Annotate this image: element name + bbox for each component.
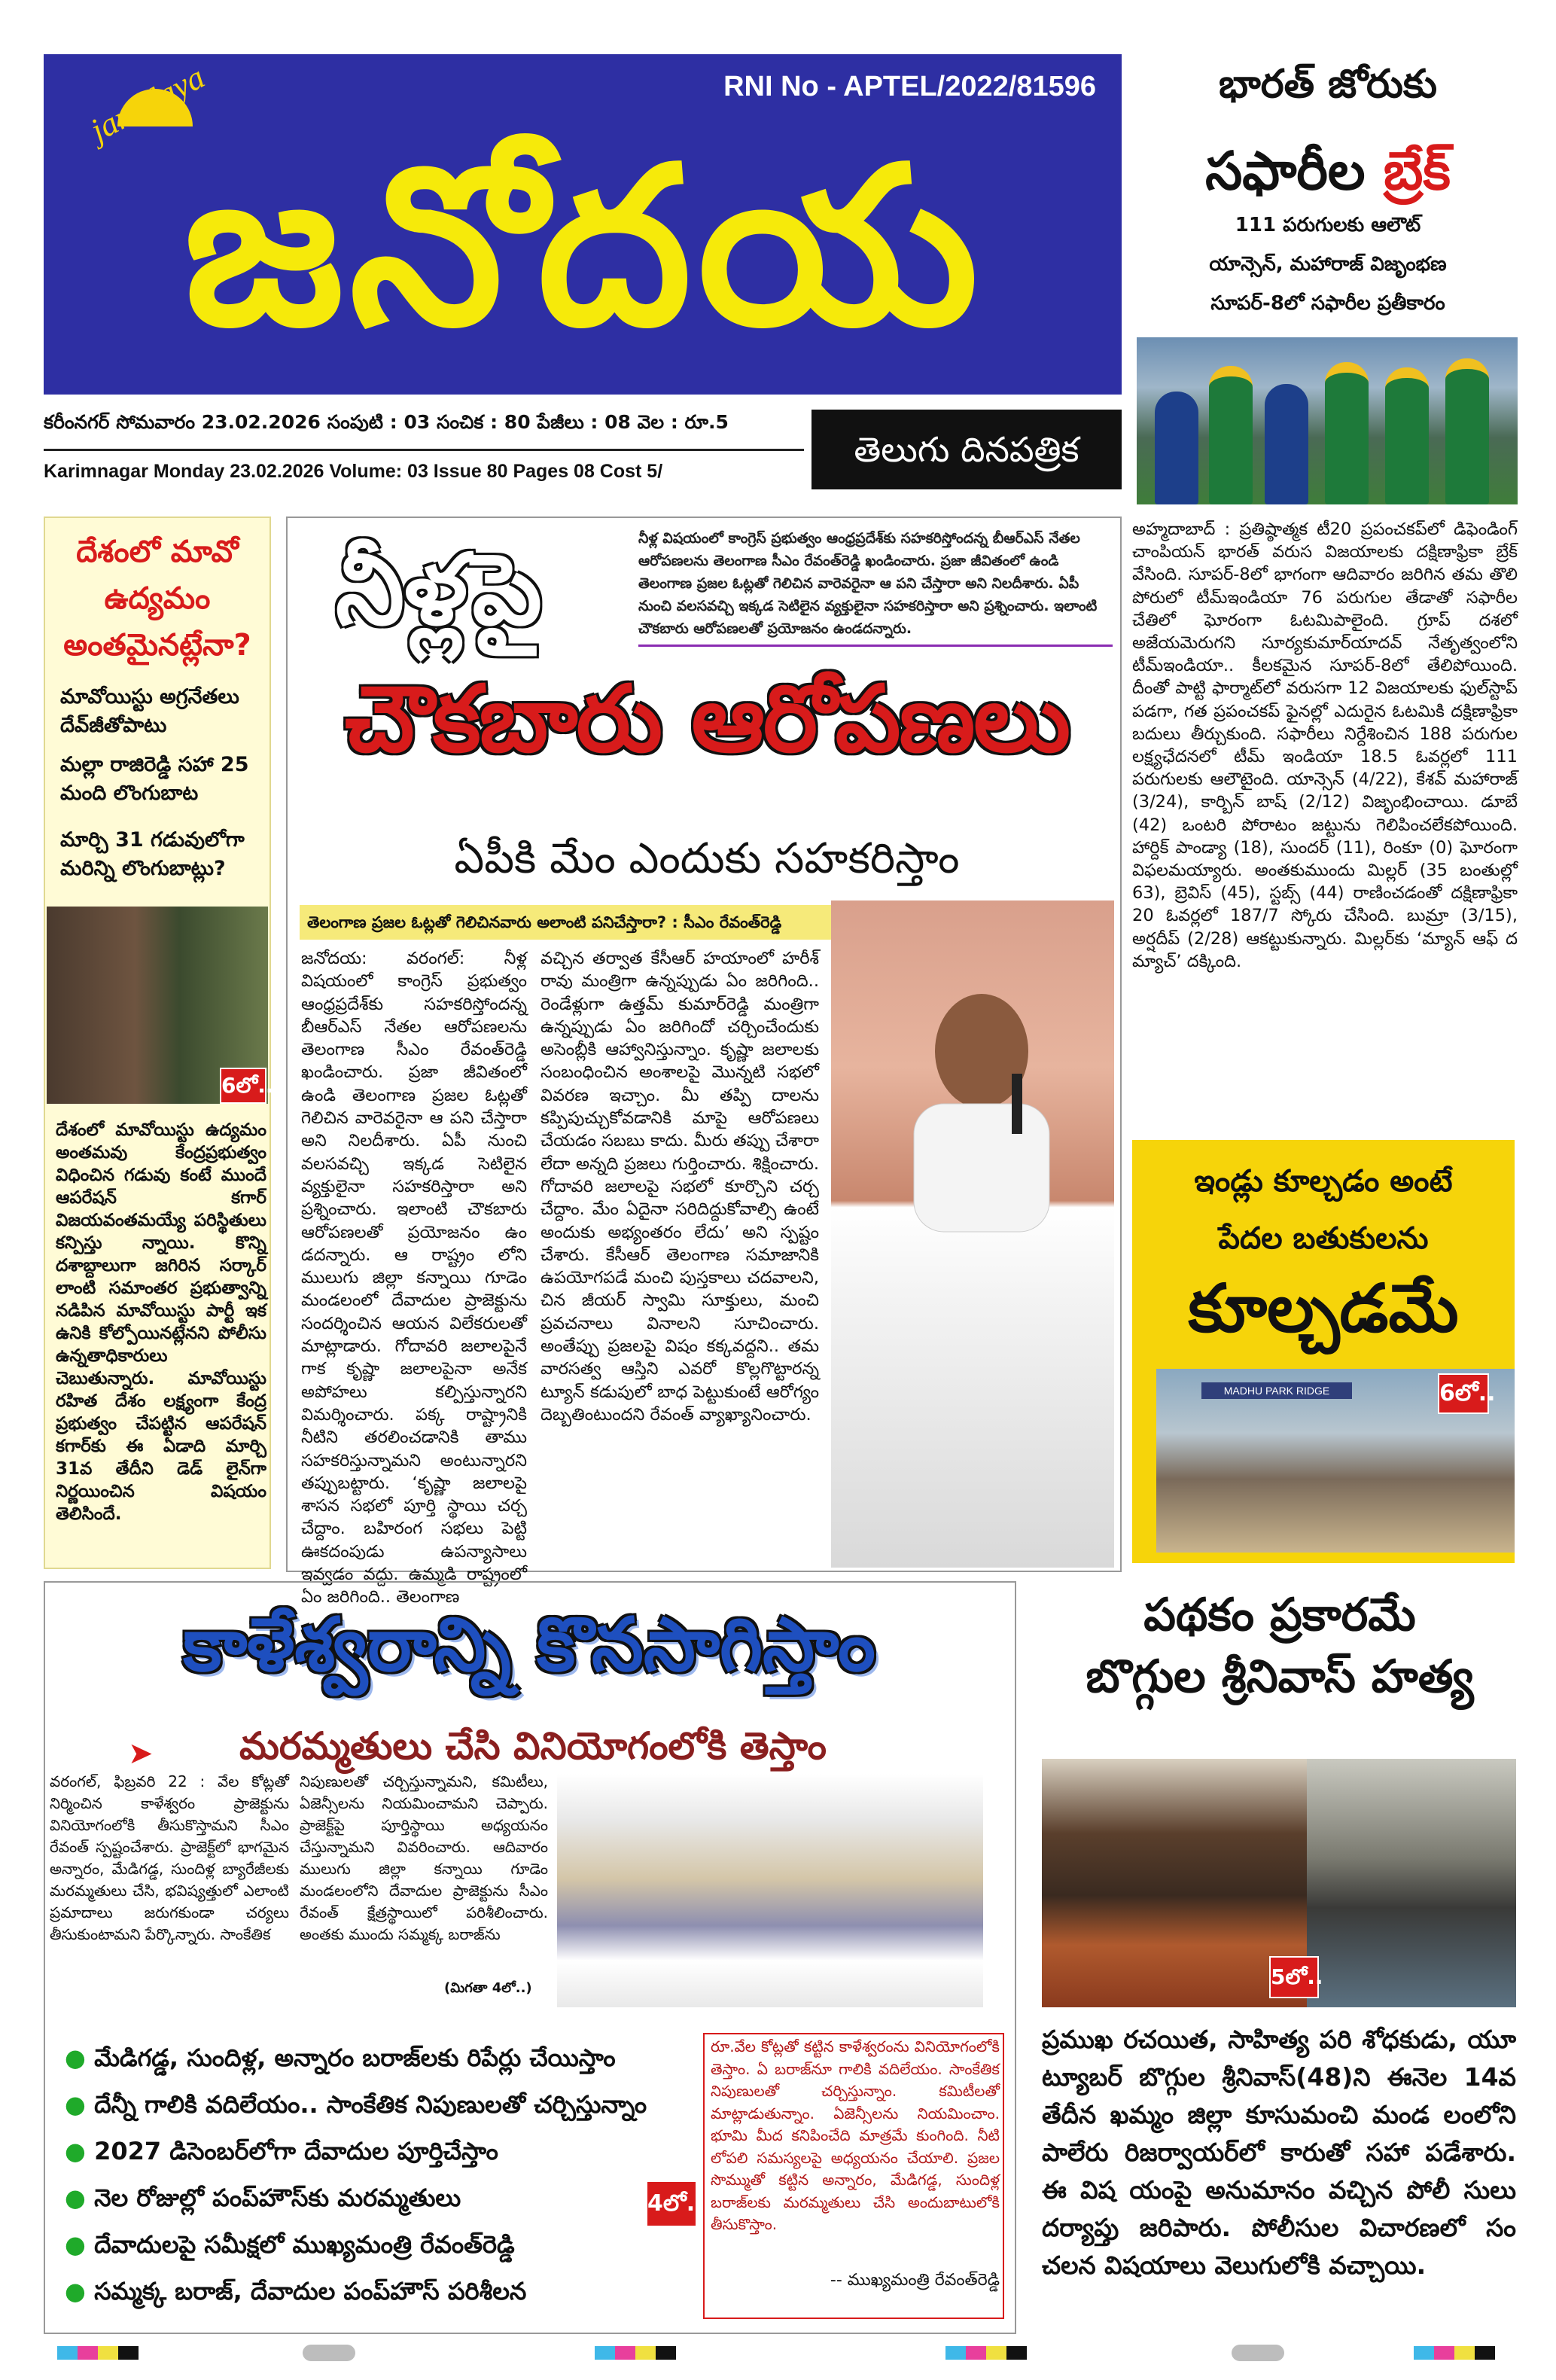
registration-color-bar <box>595 2346 676 2360</box>
kaleshwaram-continued: (మిగతా 4లో..) <box>444 1980 532 1996</box>
lead-column-1: జనోదయ: వరంగల్: నీళ్ల విషయంలో కాంగ్రెస్ ప్రభుత్వం ఆంధ్రప్రదేశ్‌కు సహకరిస్తోందన్న బీఆర్ఎస్ నేతల ఆరోపణలను తెలంగాణ సీఎం రేవంత్‌రెడ్డి ఖండించారు. ప్రజా జీవితంలో ఉండి తెలంగాణ ప్రజల ఓట్లతో గెలిచిన వారెవరైనా ఆ పని చేస్తారా అని నిలదీశారు. ఏపీ నుంచి వలసవచ్చి ఇక్కడ సెటిలైన వ్యక్తులైనా సహకరిస్తారా అని ప్రశ్నించారు. ఇలాంటి చౌకబారు ఆరోపణలతో ప్రయోజనం ఉం డదన్నారు. ఆ రాష్ట్రం లోని ములుగు జిల్లా కన్నాయి గూడెం మండలంలో దేవాదుల ప్రాజెక్టును సందర్శించిన ఆయన విలేకరులతో మాట్లాడారు. గోదావరి జలాలపైనే గాక కృష్ణా జలాలపైనా అనేక అపోహలు కల్పిస్తున్నారని విమర్శించారు. పక్క రాష్ట్రానికి నీటిని తరలించడానికి తాము సహకరిస్తున్నామని అంటున్నారని తప్పుబట్టారు. ‘కృష్ణా జలాలపై శాసన సభలో పూర్తి స్థాయి చర్చ చేద్దాం. బహిరంగ సభలు పెట్టి ఊకదంపుడు ఉపన్యాసాలు ఇవ్వడం వద్దు. ఉమ్మడి రాష్ట్రంలో ఏం జరిగింది.. తెలంగాణ <box>301 949 527 1607</box>
kaleshwaram-headline: కాళేశ్వరాన్ని కొనసాగిస్తాం <box>183 1602 875 1688</box>
murder-page-ref: 5లో.. <box>1269 1956 1319 1998</box>
kaleshwaram-point-text: నెల రోజుల్లో పంప్‌హౌస్‌కు మరమ్మతులు <box>94 2183 461 2212</box>
housing-headline: కూల్చడమే <box>1188 1269 1459 1347</box>
bullet-icon: ● <box>65 2090 95 2119</box>
registration-mark <box>1232 2345 1284 2361</box>
kaleshwaram-column-2: నిపుణులతో చర్చిస్తున్నామని, కమిటీలు, ఏజెన్సీలను నియమించామని చెప్పారు. ప్రాజెక్ట్‌పై పూర్తిస్థాయి అధ్యయనం చేస్తున్నామని వివరించారు. ఆదివారం ములుగు జిల్లా కన్నాయి గూడెం మండలంలోని దేవాదుల ప్రాజెక్టును సీఎం రేవంత్ క్షేత్రస్థాయిలో పరిశీలించారు. అంతకు ముందు సమ్మక్క బరాజ్‌ను <box>300 1772 548 1943</box>
maoist-item-1: మావోయిస్టు అగ్రనేతలు దేవ్‌జీతోపాటు <box>60 685 239 737</box>
bullet-icon: ● <box>65 2137 95 2165</box>
bullet-icon: ● <box>65 2183 95 2212</box>
cricket-headline-red: బ్రేక్ <box>1383 140 1451 202</box>
murder-headline-line-1: పథకం ప్రకారమే <box>1143 1589 1416 1641</box>
bullet-icon: ● <box>65 2043 95 2072</box>
lead-kicker: నీళ్లపై <box>336 532 542 647</box>
kaleshwaram-page-ref: 4లో.. <box>646 2180 697 2227</box>
kaleshwaram-point <box>65 2277 690 2311</box>
cricket-headline <box>1132 140 1524 215</box>
murder-headline <box>1039 1584 1521 1708</box>
kaleshwaram-point-text: దేవాదులపై సమీక్షలో ముఖ్యమంత్రి రేవంత్‌రెడ్డి <box>94 2230 515 2259</box>
tagline: తెలుగు దినపత్రిక <box>811 410 1122 489</box>
victim-portrait-photo <box>1042 1759 1307 2007</box>
cricket-subhead-2: యాన్సెన్, మహారాజ్ విజృంభణ <box>1209 253 1447 276</box>
player-figure <box>1155 392 1198 504</box>
housing-banner-text: MADHU PARK RIDGE <box>1201 1382 1352 1399</box>
murder-headline-line-2: బొగ్గుల శ్రీనివాస్ హత్య <box>1086 1650 1474 1703</box>
cricket-subhead-1: 111 పరుగులకు ఆలౌట్ <box>1235 214 1421 236</box>
lead-quote-strip: తెలంగాణ ప్రజల ఓట్లతో గెలిచినవారు అలాంటి పనిచేస్తారా? : సీఎం రేవంత్‌రెడ్డి <box>300 905 930 940</box>
cm-quote-author: -- ముఖ్యమంత్రి రేవంత్‌రెడ్డి <box>830 2271 1000 2290</box>
maoist-headline: దేశంలో మావో ఉద్యమం అంతమైనట్లేనా? <box>63 535 251 663</box>
maoist-item-2: మల్లా రాజిరెడ్డి సహా 25 మంది లొంగుబాట <box>60 753 249 805</box>
kaleshwaram-point <box>65 2137 690 2171</box>
player-figure <box>1385 367 1429 504</box>
lead-headline: చౌకబారు ఆరోపణలు <box>345 666 1069 773</box>
dateline-divider <box>44 449 804 451</box>
kaleshwaram-point <box>65 2230 690 2265</box>
rni-number: RNI No - APTEL/2022/81596 <box>723 71 1096 102</box>
lead-column-2: వచ్చిన తర్వాత కేసీఆర్ హయాంలో హరీశ్ రావు మంత్రిగా ఉన్నప్పుడు ఏం జరిగింది.. రెండేళ్లుగా ఉత్తమ్ కుమార్‌రెడ్డి మంత్రిగా ఉన్నప్పుడు ఏం జరిగిందో చర్చించేందుకు అసెంబ్లీకి ఆహ్వానిస్తున్నాం. కృష్ణా జలాలకు సంబంధించిన అంశాలపై మొన్నటి సభలో వివరణ ఇచ్చాం. మీ తప్పి దాలను కప్పిపుచ్చుకోవడానికి మాపై ఆరోపణలు చేయడం సబబు కాదు. మీరు తప్పు చేశారా లేదా అన్నది ప్రజలు గుర్తించారు. శిక్షించారు. గోదావరి జలాలపై సభలో కూర్చొని చర్చ చేద్దాం. మేం ఏదైనా సరిదిద్దుకోవాల్సి ఉంటే అందుకు అభ్యంతరం లేదు’ అని స్పష్టం చేశారు. కేసీఆర్ తెలంగాణ సమాజానికి ఉపయోగపడే మంచి పుస్తకాలు చదవాలని, చిన జీయర్ స్వామి సూక్తులు, మంచి ప్రవచనాలు వినాలని సూచించారు. అంతేప్పు ప్రజలపై విషం కక్కవద్దని.. తమ వారసత్వ ఆస్తిని ఎవరో కొల్లగొట్టారన్న ట్యూన్ కడుపులో బాధ పెట్టుకుంటే ఆరోగ్యం దెబ్బతింటుందని రేవంత్ వ్యాఖ్యానించారు. <box>540 949 819 1425</box>
cricket-kicker: భారత్ జోరుకు <box>1219 62 1437 107</box>
maoist-article-body: దేశంలో మావోయిస్టు ఉద్యమం అంతమవు కేంద్రప్రభుత్వం విధించిన గడువు కంటే ముందే ఆపరేషన్ కగార్ విజయవంతమయ్యే పరిస్థితులు కన్పిస్తు న్నాయి. కొన్ని దశాబ్దాలుగా జగిరిన సర్కార్ లాంటి సమాంతర ప్రభుత్వాన్ని నడిపిన మావోయిస్టు పార్టీ ఇక ఉనికి కోల్పోయినట్లేనని పోలీసు ఉన్నతాధికారులు చెబుతున్నారు. మావోయిస్టు రహిత దేశం లక్ష్యంగా కేంద్ర ప్రభుత్వం చేపట్టిన ఆపరేషన్ కగార్‌కు ఈ ఏడాది మార్చి 31వ తేదీని డెడ్ లైన్‌గా నిర్ణయించిన విషయం తెలిసిందే. <box>56 1120 266 1524</box>
kaleshwaram-point <box>65 2043 690 2078</box>
cm-quote-text: రూ.వేల కోట్లతో కట్టిన కాళేశ్వరంను వినియోగంలోకి తెస్తాం. ఏ బరాజ్‌నూ గాలికి వదిలేయం. సాంకేతిక నిపుణులతో చర్చిస్తున్నాం. కమిటీలతో మాట్లాడుతున్నాం. ఏజెన్సీలను నియమించాం. భూమి మీద కనిపించేది మాత్రమే కుంగింది. నీటి లోపలి సమస్యలపై అధ్యయనం చేయాలి. ప్రజల సొమ్ముతో కట్టిన అన్నారం, మేడిగడ్డ, సుందిళ్ల బరాజ్‌లకు మరమ్మతులు చేసి అందుబాటులోకి తీసుకొస్తాం. <box>711 2037 1000 2233</box>
kaleshwaram-column-1: వరంగల్, ఫిబ్రవరి 22 : వేల కోట్లతో నిర్మించిన కాళేశ్వరం ప్రాజెక్టును వినియోగంలోకి తీసుకొస్తామని సీఎం రేవంత్ స్పష్టంచేశారు. ప్రాజెక్ట్‌లో భాగమైన అన్నారం, మేడిగడ్డ, సుందిళ్ల బ్యారేజీలకు మరమ్మతులు చేసి, భవిష్యత్తులో ఎలాంటి ప్రమాదాలు జరుగకుండా చర్యలు తీసుకుంటామని పేర్కొన్నారు. సాంకేతిక <box>50 1772 289 1943</box>
kaleshwaram-point <box>65 2183 690 2218</box>
dateline-english: Karimnagar Monday 23.02.2026 Volume: 03 Issue 80 Pages 08 Cost 5/ <box>44 461 663 482</box>
player-figure <box>1265 384 1308 504</box>
maoist-page-ref: 6లో.. <box>220 1068 266 1104</box>
cm-speaking-photo <box>831 900 1114 1568</box>
registration-color-bar <box>1414 2346 1495 2360</box>
kaleshwaram-photo <box>557 1774 983 2007</box>
bullet-icon: ● <box>65 2277 95 2305</box>
cricket-photo <box>1137 337 1518 504</box>
housing-line-1: ఇండ్లు కూల్చడం అంటే <box>1194 1164 1453 1199</box>
housing-line-2: పేదల బతుకులను <box>1218 1221 1429 1256</box>
kaleshwaram-point-text: మేడిగడ్డ, సుందిళ్ల, అన్నారం బరాజ్‌లకు రిపేర్లు చేయిస్తాం <box>94 2043 616 2072</box>
bullet-icon: ● <box>65 2230 95 2259</box>
cricket-subhead-3: సూపర్-8లో సఫారీల ప్రతీకారం <box>1210 292 1445 315</box>
lead-intro: నీళ్ల విషయంలో కాంగ్రెస్ ప్రభుత్వం ఆంధ్రప్రదేశ్‌కు సహకరిస్తోందన్న బీఆర్ఎస్ నేతల ఆరోపణలను తెలంగాణ సీఎం రేవంత్‌రెడ్డి ఖండించారు. ప్రజా జీవితంలో ఉండి తెలంగాణ ప్రజల ఓట్లతో గెలిచిన వారెవరైనా ఆ పని చేస్తారా అని నిలదీశారు. ఏపీ నుంచి వలసవచ్చి ఇక్కడ సెటిలైన వ్యక్తులైనా సహకరిస్తారా అని ప్రశ్నించారు. ఇలాంటి చౌకబారు ఆరోపణలతో ప్రయోజనం ఉండదన్నారు. <box>638 527 1113 647</box>
player-figure <box>1445 358 1489 504</box>
kaleshwaram-point <box>65 2090 690 2125</box>
maoist-item-3: మార్చి 31 గడువులోగా మరిన్ని లొంగుబాట్లు? <box>60 828 245 880</box>
kaleshwaram-subheadline: మరమ్మతులు చేసి వినియోగంలోకి తెస్తాం <box>239 1724 827 1768</box>
lead-subheadline: ఏపీకి మేం ఎందుకు సహకరిస్తాం <box>454 834 960 883</box>
player-figure <box>1209 366 1253 504</box>
registration-color-bar <box>57 2346 139 2360</box>
kaleshwaram-point-text: దేన్నీ గాలికి వదిలేయం.. సాంకేతిక నిపుణులతో చర్చిస్తున్నాం <box>94 2090 647 2119</box>
dateline-telugu: కరీంనగర్ సోమవారం 23.02.2026 సంపుటి : 03 సంచిక : 80 పేజీలు : 08 వెల : రూ.5 <box>44 411 729 433</box>
murder-article-body: ప్రముఖ రచయిత, సాహిత్య పరి శోధకుడు, యూ ట్యూబర్ బొగ్గుల శ్రీనివాస్(48)ని ఈనెల 14వ తేదీన ఖమ్మం జిల్లా కూసుమంచి మండ లంలోని పాలేరు రిజర్వాయర్‌లో కారుతో సహా పడేశారు. ఈ విష యంపై అనుమానం వచ్చిన పోలీ సులు దర్యాప్తు జరిపారు. పోలీసుల విచారణలో సం చలన విషయాలు వెలుగులోకి వచ్చాయి. <box>1042 2025 1516 2280</box>
cricket-article-body: అహ్మదాబాద్ : ప్రతిష్ఠాత్మక టీ20 ప్రపంచకప్‌లో డిఫెండింగ్ చాంపియన్ భారత్ వరుస విజయాలకు దక్షిణాఫ్రికా బ్రేక్ వేసింది. సూపర్-8లో భాగంగా ఆదివారం జరిగిన తమ తొలి పోరులో టీమ్‌ఇండియా 76 పరుగుల తేడాతో సఫారీల చేతిలో ఘోరంగా ఓటమిపాలైంది. గ్రూప్ దశలో అజేయమెరుగని సూర్యకుమార్‌యాదవ్ నేతృత్వంలోని టీమ్‌ఇండియా.. కీలకమైన సూపర్-8లో తేలిపోయింది. దీంతో పాట్టి ఫార్మాట్‌లో వరుసగా 12 విజయాలకు ఫుల్‌స్టాప్ పడగా, గత ప్రపంచకప్ ఫైనల్లో ఎదురైన ఓటమికి దక్షిణాఫ్రికా బదులు తీర్చుకుంది. సఫారీలు నిర్దేశించిన 188 పరుగుల లక్ష్యఛేదనలో టీమ్ ఇండియా 18.5 ఓవర్లలో 111 పరుగులకు ఆలౌటైంది. యాన్సెన్ (4/22), కేశవ్ మహారాజ్ (3/24), కార్బిన్ బాష్ (2/12) విజృంభించాయి. డూబే (42) ఒంటరి పోరాటం జట్టును గెలిపించలేకపోయింది. హార్దిక్ పాండ్యా (18), సుందర్ (11), రింకూ (0) ఘోరంగా విఫలమయ్యారు. అంతకుముందు మిల్లర్ (35 బంతుల్లో 63), బ్రెవిస్ (45), స్టబ్స్ (44) రాణించడంతో దక్షిణాఫ్రికా 20 ఓవర్లలో 187/7 స్కోరు చేసింది. బుమ్రా (3/15), అర్షదీప్ (2/28) ఆకట్టుకున్నారు. మిల్లర్‌కు ‘మ్యాన్ ఆఫ్ ద మ్యాచ్’ దక్కింది. <box>1132 520 1518 971</box>
player-figure <box>1325 362 1369 504</box>
housing-page-ref: 6లో.. <box>1438 1373 1489 1414</box>
speaker-figure-icon <box>899 991 1064 1232</box>
registration-mark <box>303 2345 355 2361</box>
brand-name-english: janodaya <box>84 58 211 149</box>
submerged-car-photo <box>1307 1759 1516 2007</box>
arrow-right-icon: ➤ <box>128 1736 154 1771</box>
registration-color-bar <box>945 2346 1027 2360</box>
masthead <box>44 54 1122 395</box>
brand-name-telugu: జనోదయ <box>184 120 985 374</box>
kaleshwaram-point-text: 2027 డిసెంబర్‌లోగా దేవాదుల పూర్తిచేస్తాం <box>94 2137 498 2165</box>
kaleshwaram-point-text: సమ్మక్క బరాజ్, దేవాదుల పంప్‌హౌస్ పరిశీలన <box>94 2277 527 2305</box>
cricket-headline-plain: సఫారీల <box>1205 140 1384 202</box>
